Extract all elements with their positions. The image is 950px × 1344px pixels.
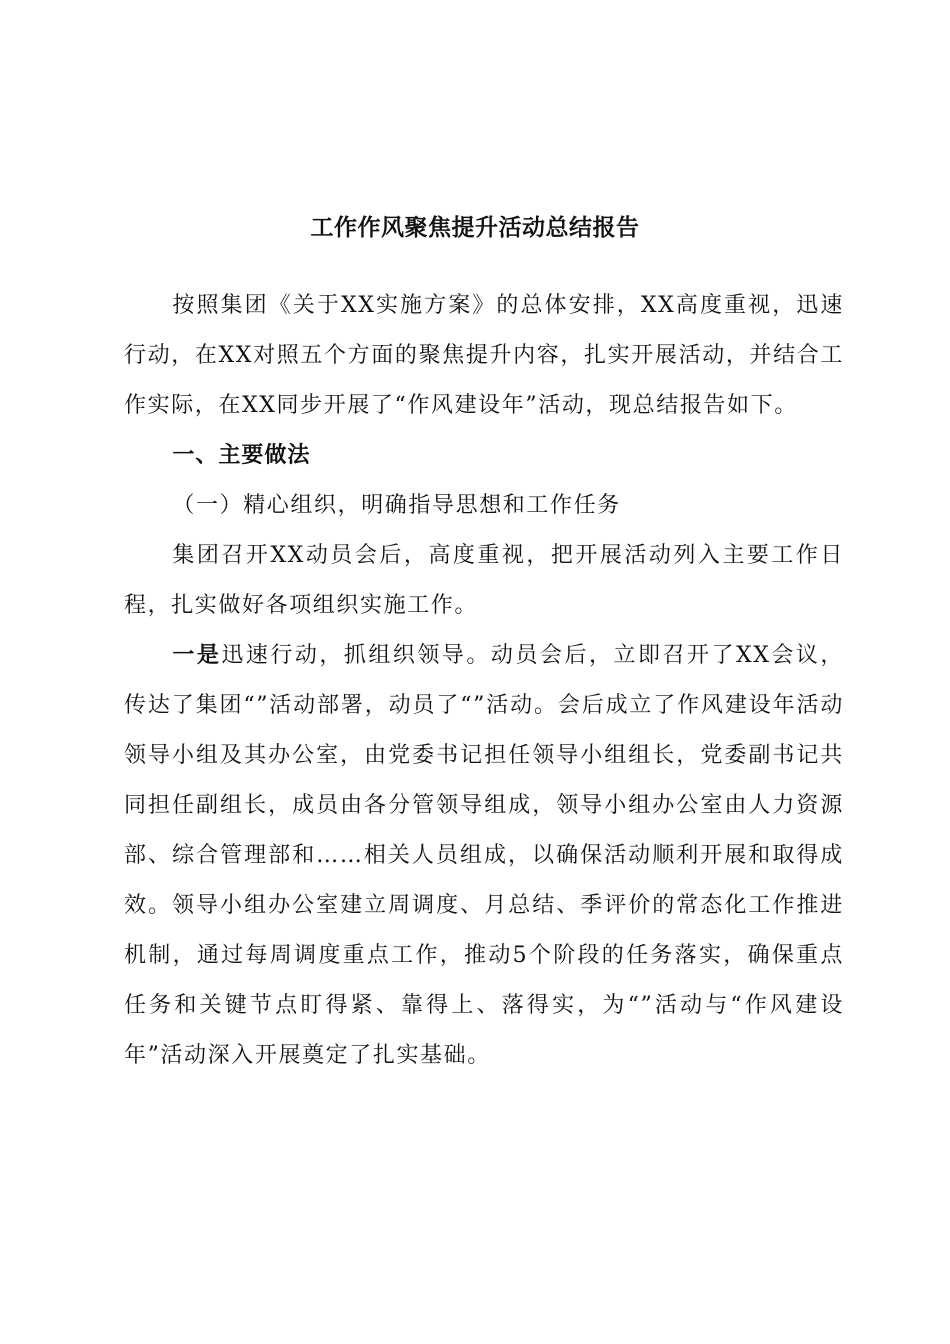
subsection-heading-organization: （一）精心组织，明确指导思想和工作任务 xyxy=(172,493,621,518)
paragraph-first-measure-text: 迅速行动，抓组织领导。动员会后，立即召开了XX会议，传达了集团“”活动部署，动员了“”活动。会后成立了作风建设年活动领导小组及其办公室，由党委书记担任领导小组组长，党委副书记共同担任副组长，成员由各分管领导组成，领导小组办公室由人力资源部、综合管理部和……相关人员组成，以确保活动顺利开展和取得成效。领导小组办公室建立周调度、月总结、季评价的常态化工作推进机制，通过每周调度重点工作，推动5个阶段的任务落实，确保重点任务和关键节点盯得紧、靠得上、落得实，为“”活动与“作风建设年”活动深入开展奠定了扎实基础。 xyxy=(124,643,844,1068)
document-body xyxy=(124,281,844,1081)
paragraph-first-measure xyxy=(124,631,844,1081)
paragraph-launch-meeting: 集团召开XX动员会后，高度重视，把开展活动列入主要工作日程，扎实做好各项组织实施工作。 xyxy=(124,543,844,618)
section-heading-main-practices: 一、主要做法 xyxy=(172,443,311,468)
intro-paragraph: 按照集团《关于XX实施方案》的总体安排，XX高度重视，迅速行动，在XX对照五个方面的聚焦提升内容，扎实开展活动，并结合工作实际，在XX同步开展了“作风建设年”活动，现总结报告如下。 xyxy=(124,293,844,418)
paragraph-lead-label: 一是 xyxy=(172,643,222,668)
document-title: 工作作风聚焦提升活动总结报告 xyxy=(310,215,640,241)
